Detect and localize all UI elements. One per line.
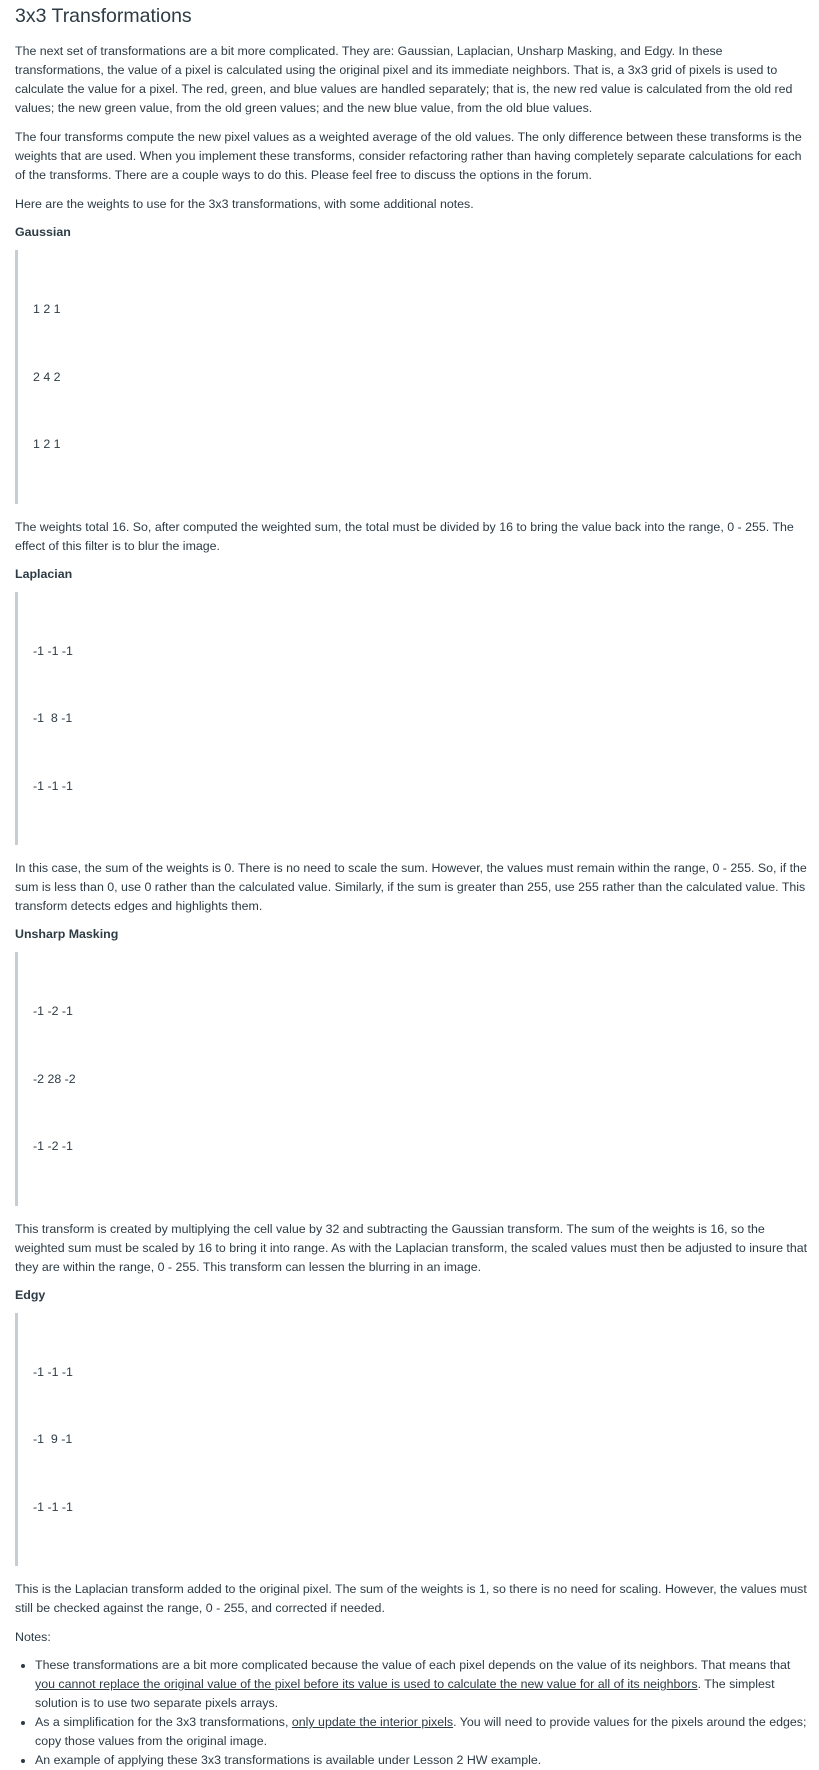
matrix-row: -1 -2 -1 (33, 1139, 73, 1153)
laplacian-matrix (15, 592, 811, 846)
matrix-row: -1 -1 -1 (33, 1499, 73, 1514)
gaussian-note: The weights total 16. So, after computed the weighted sum, the total must be divided by 16 to bring the value back into the range, 0 - 255. The effect of this filter is to blur the image. (15, 519, 794, 553)
list-item: • These transformations are a bit more complicated because the value of each pixel depends on the value of its neighbors. That means that you cannot replace the original value of the pixel before its value is used to calculate the new value for all of its neighbors. The simplest solution is to use two separate pixels arrays. (35, 1656, 811, 1713)
unsharp-matrix (15, 952, 811, 1206)
edgy-note: This is the Laplacian transform added to the original pixel. The sum of the weights is 1, so there is no need for scaling. However, the values must still be checked against the range, 0 - 255, and corrected if needed. (15, 1582, 807, 1615)
emphasis-underline: you cannot replace the original value of the pixel before its value is used to calculate the new value for all of its neighbors (35, 1677, 698, 1691)
page-title: 3x3 Transformations (15, 5, 192, 27)
matrix-row: 1 2 1 (33, 437, 61, 451)
matrix-row: -1 8 -1 (33, 711, 73, 725)
matrix-row: 2 4 2 (33, 369, 61, 384)
gaussian-matrix (15, 250, 811, 504)
unsharp-note: This transform is created by multiplying the cell value by 32 and subtracting the Gaussian transform. The sum of the weights is 16, so the weighted sum must be scaled by 16 to bring it into range. As with the Laplacian transform, the scaled values must then be adjusted to insure that they are within the range, 0 - 255. This transform can lessen the blurring in an image. (15, 1221, 808, 1274)
matrix-row: -1 -2 -1 (33, 1004, 73, 1018)
emphasis-underline: only update the interior pixels (291, 1715, 454, 1729)
intro-paragraph: The next set of transformations are a bit more complicated. They are: Gaussian, Laplacian, Unsharp Masking, and Edgy. In these transformations, the value of a pixel is calculated using the original pixel and its immediate neighbors. That is, a 3x3 grid of pixels is used to calculate the value for a pixel. The red, green, and blue values are handled separately; that is, the new red value is calculated from the old red values; the new green value, from the old green values; and the new blue value, from the old blue values. (15, 44, 793, 115)
edgy-matrix (15, 1313, 811, 1567)
matrix-row: -2 28 -2 (33, 1071, 76, 1086)
matrix-row: -1 9 -1 (33, 1432, 73, 1446)
weighted-average-paragraph: The four transforms compute the new pixel values as a weighted average of the old values. The only difference between these transforms is the weights that are used. When you implement these transforms, consider refactoring rather than having completely separate calculations for each of the transforms. There are a couple ways to do this. Please feel free to discuss the options in the forum. (15, 130, 802, 182)
matrix-row: 1 2 1 (33, 302, 61, 316)
matrix-row: -1 -1 -1 (33, 778, 73, 793)
list-item: • As a simplification for the 3x3 transformations, only update the interior pixels. You will need to provide values for the pixels around the edges; copy those values from the original image. (35, 1713, 811, 1751)
notes-label: Notes: (15, 1630, 51, 1644)
weights-intro-paragraph: Here are the weights to use for the 3x3 transformations, with some additional notes. (15, 197, 474, 211)
laplacian-note: In this case, the sum of the weights is 0. There is no need to scale the sum. However, the values must remain within the range, 0 - 255. So, if the sum is less than 0, use 0 rather than the calculated value. Similarly, if the sum is greater than 255, use 255 rather than the calculated value. This transform detects edges and highlights them. (15, 861, 807, 913)
gaussian-heading: Gaussian (15, 225, 71, 239)
list-item: • An example of applying these 3x3 transformations is available under Lesson 2 HW example. (35, 1751, 811, 1770)
matrix-row: -1 -1 -1 (33, 1364, 73, 1379)
edgy-heading: Edgy (15, 1287, 46, 1302)
laplacian-heading: Laplacian (15, 566, 73, 581)
matrix-row: -1 -1 -1 (33, 643, 73, 658)
unsharp-heading: Unsharp Masking (15, 927, 119, 941)
notes-list (15, 1656, 811, 1770)
